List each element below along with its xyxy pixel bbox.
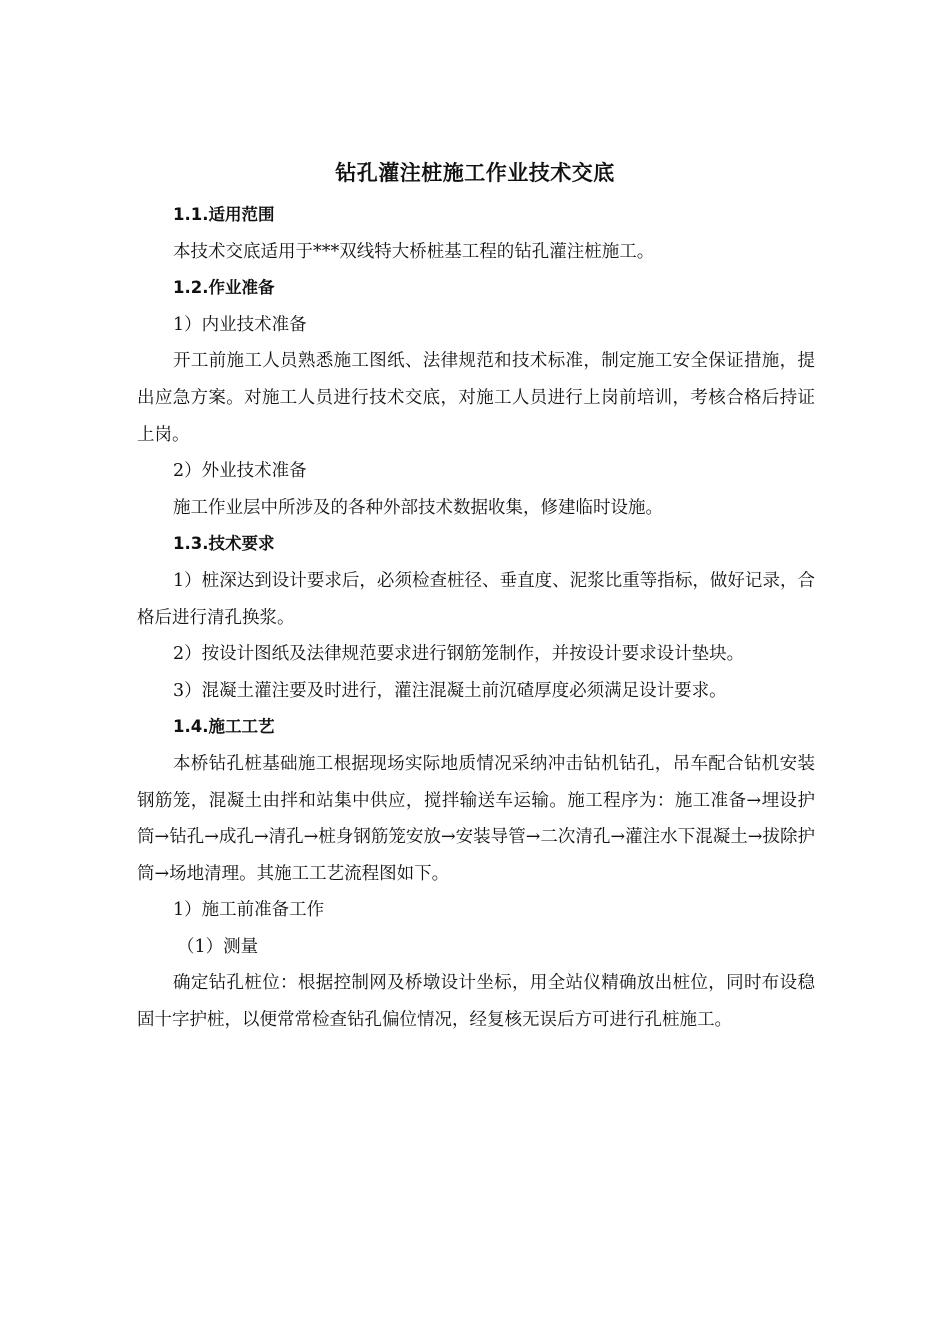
paragraph-internal-prep-title: 1）内业技术准备	[173, 314, 307, 335]
paragraph-scope: 本技术交底适用于***双线特大桥桩基工程的钻孔灌注桩施工。	[173, 241, 655, 262]
paragraph-external-prep: 施工作业层中所涉及的各种外部技术数据收集，修建临时设施。	[173, 497, 663, 518]
section-heading-process: 1.4.施工工艺	[173, 717, 275, 737]
section-heading-scope: 1.1.适用范围	[173, 205, 275, 224]
section-heading-requirements: 1.3.技术要求	[173, 534, 275, 554]
document-body	[137, 197, 815, 1039]
paragraph-survey: 确定钻孔桩位：根据控制网及桥墩设计坐标，用全站仪精确放出桩位，同时布设稳固十字护桩，以便常常检查钻孔偏位情况，经复核无误后方可进行孔桩施工。	[137, 973, 815, 1031]
section-heading-preparation: 1.2.作业准备	[173, 278, 275, 298]
paragraph-requirement-3: 3）混凝土灌注要及时进行，灌注混凝土前沉碴厚度必须满足设计要求。	[173, 680, 727, 701]
paragraph-survey-title: （1）测量	[177, 936, 259, 957]
paragraph-process: 本桥钻孔桩基础施工根据现场实际地质情况采纳冲击钻机钻孔，吊车配合钻机安装钢筋笼，混凝土由拌和站集中供应，搅拌输送车运输。施工程序为：施工准备→埋设护筒→钻孔→成孔→清孔→桩身钢筋笼安放→安装导管→二次清孔→灌注水下混凝土→拔除护筒→场地清理。其施工工艺流程图如下。	[137, 753, 815, 884]
paragraph-requirement-1: 1）桩深达到设计要求后，必须检查桩径、垂直度、泥浆比重等指标，做好记录，合格后进行清孔换浆。	[137, 570, 815, 628]
paragraph-external-prep-title: 2）外业技术准备	[173, 461, 307, 482]
paragraph-internal-prep: 开工前施工人员熟悉施工图纸、法律规范和技术标准，制定施工安全保证措施，提出应急方案。对施工人员进行技术交底，对施工人员进行上岗前培训，考核合格后持证上岗。	[137, 351, 815, 445]
paragraph-pre-construction-title: 1）施工前准备工作	[173, 900, 325, 921]
document-title: 钻孔灌注桩施工作业技术交底	[335, 161, 615, 185]
paragraph-requirement-2: 2）按设计图纸及法律规范要求进行钢筋笼制作，并按设计要求设计垫块。	[173, 644, 745, 665]
